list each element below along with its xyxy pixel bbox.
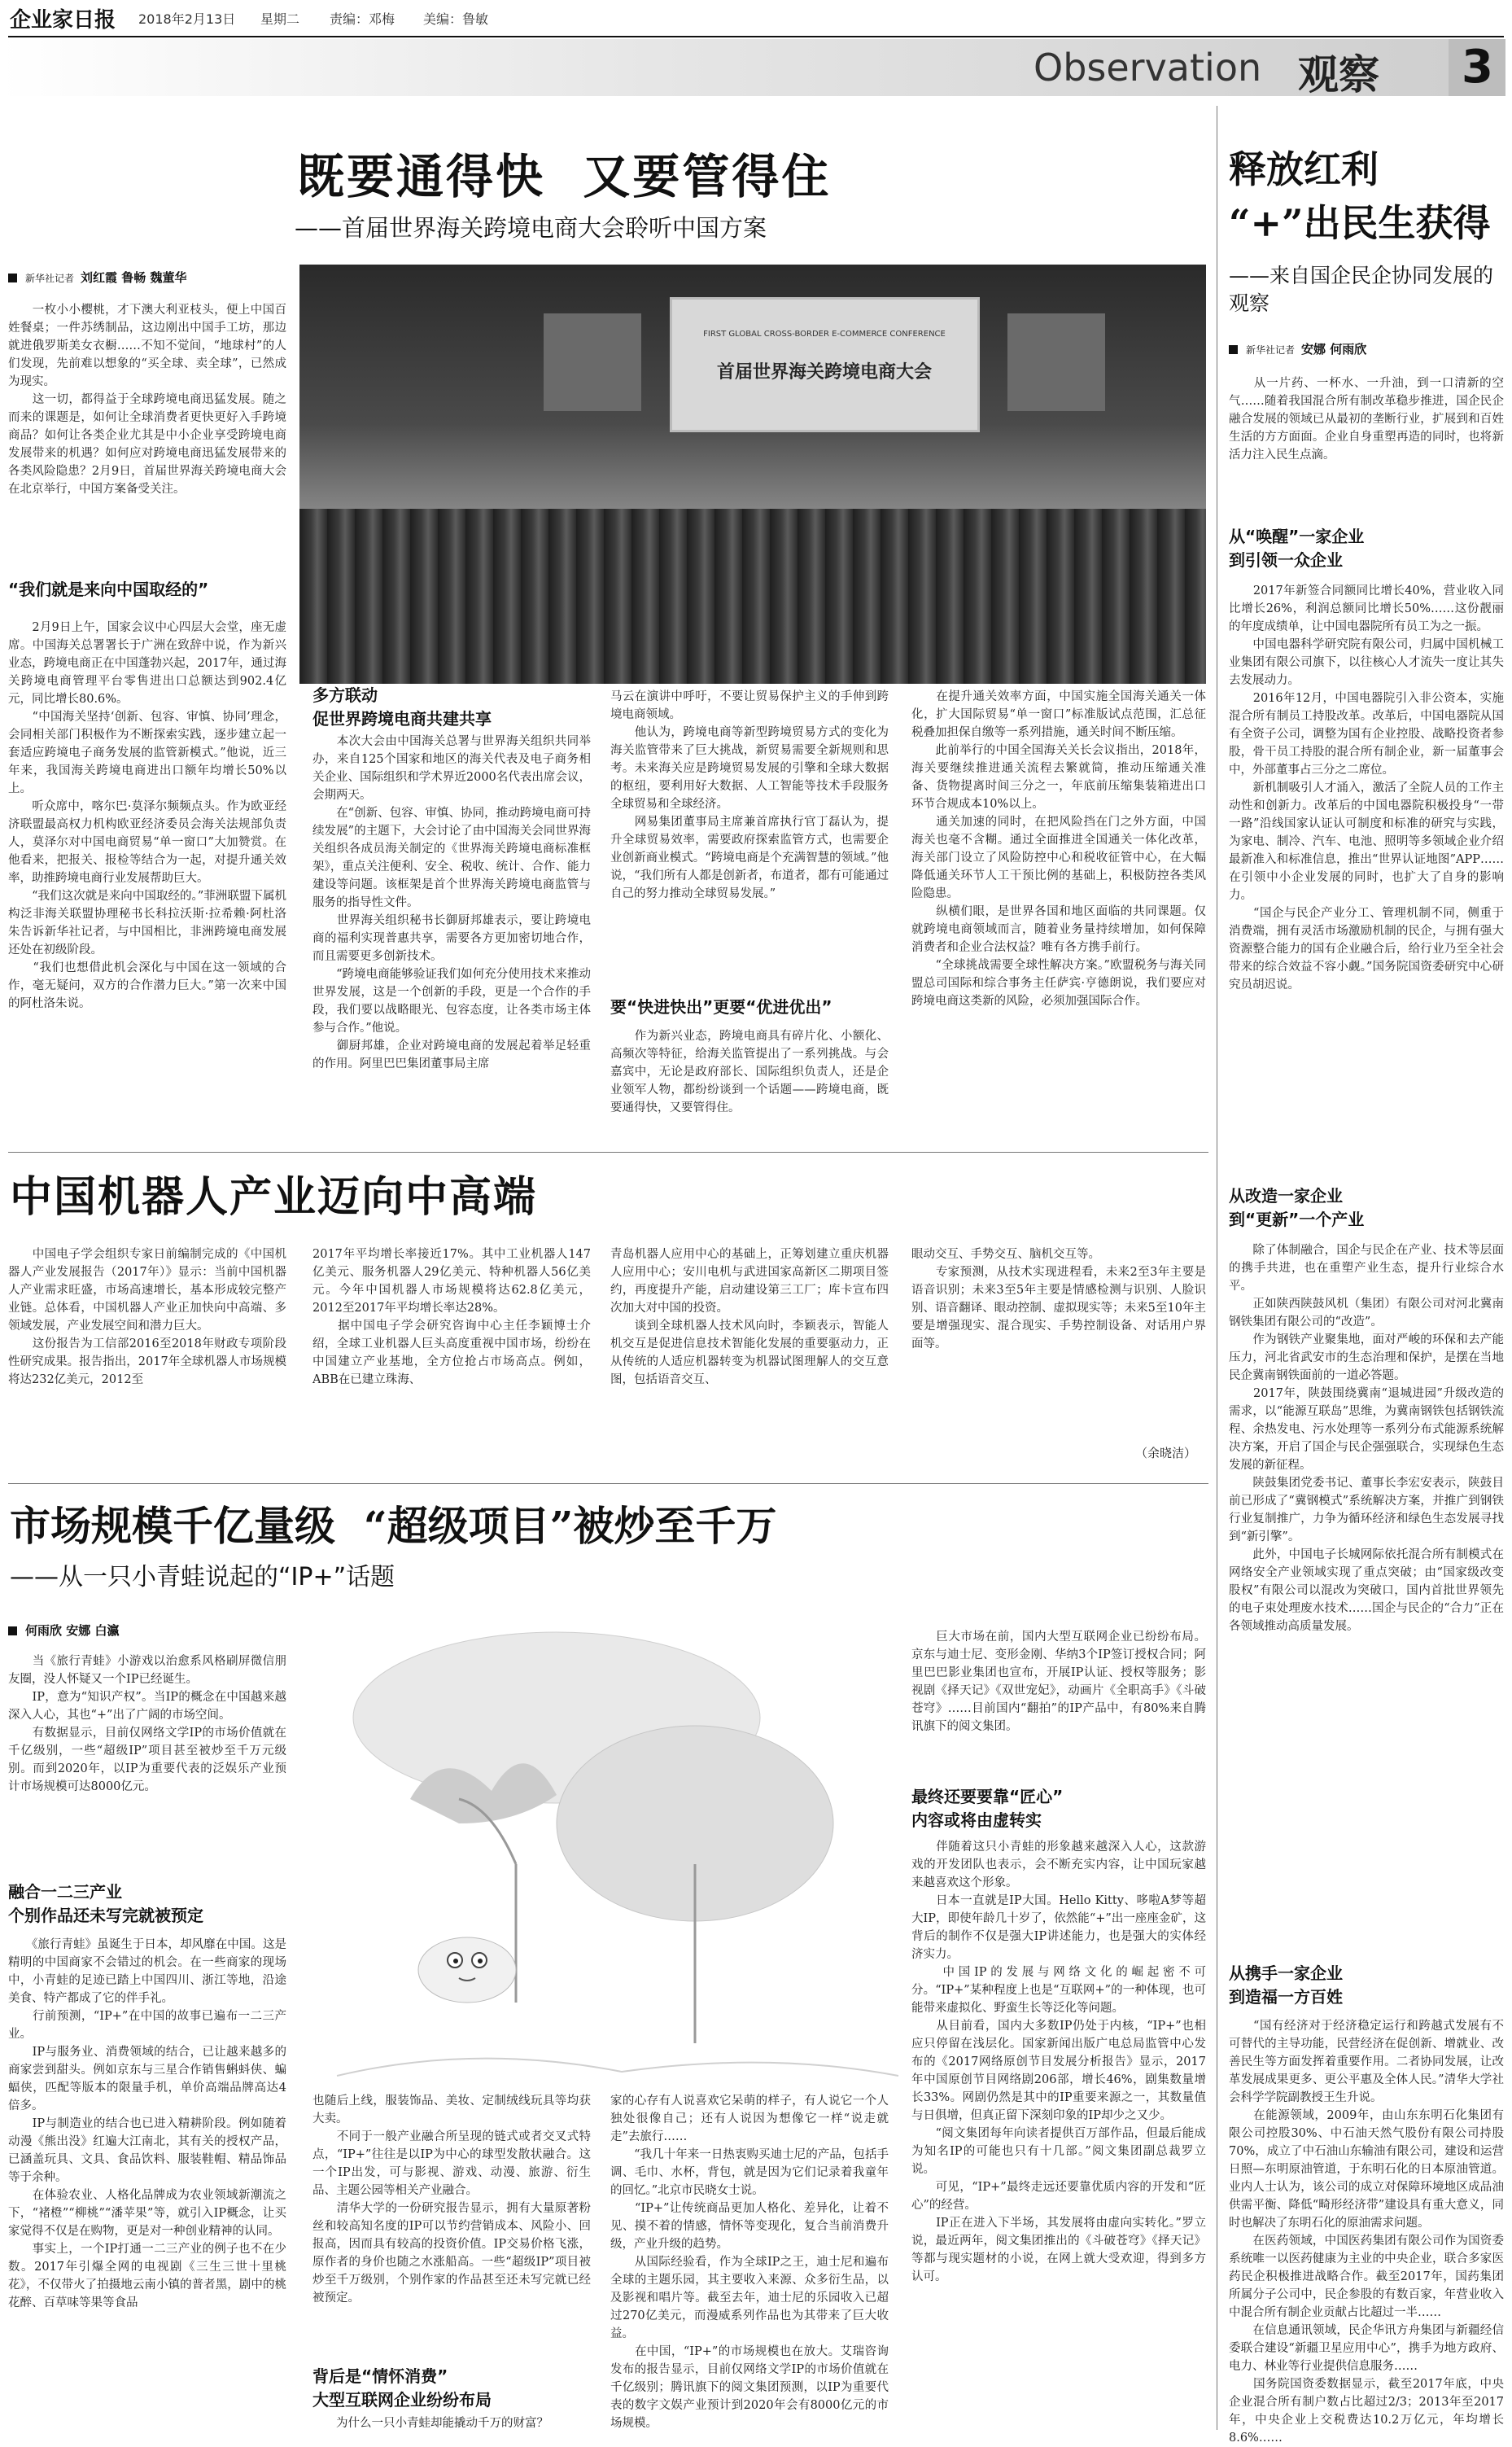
story3-subhead-1: 融合一二三产业 个别作品还未写完就被预定 — [8, 1882, 203, 1925]
story1-col1b: 2月9日上午，国家会议中心四层大会堂，座无虚席。中国海关总署署长于广洲在致辞中说，作为新兴业态，跨境电商正在中国蓬勃兴起，2017年，通过海关跨境电商管理平台零售进出口总额达到902.4亿元，同比增长80.6%。 “中国海关坚持‘创新、包容、审慎、协同’理念，会同相关部门积极作为不断探索实践，逐步建立起一套适应跨境电子商务发展的监管新模式。”他说，近三年来，我国海关跨境电商进出口额年均增长50%以上。 听众席中，喀尔巴·莫泽尔频频点头。作为欧亚经济联盟最高权力机构欧亚经济委员会海关法规部负责人，莫泽尔对中国电商贸易“单一窗口”大加赞赏。在他看来，把报关、报检等结合为一起，对提升通关效率，助推跨境电商行业发展帮助巨大。 “我们这次就是来向中国取经的。”菲洲联盟下属机构泛非海关联盟协理秘书长科拉沃斯·拉希赖·阿杜洛朱告诉新华社记者，与中国相比，非洲跨境电商发展还处在初级阶段。 “我们也想借此机会深化与中国在这一领域的合作，毫无疑问，双方的合作潜力巨大。”第一次来中国的阿杜洛朱说。 — [8, 621, 286, 1010]
designer-credit: 美编：鲁敏 — [423, 11, 489, 27]
story4-title-line1: 释放红利 — [1229, 147, 1379, 191]
byline-marker — [8, 1626, 17, 1635]
story3-subhead-2: 背后是“情怀消费” 大型互联网企业纷纷布局 — [312, 2366, 492, 2410]
photo-banner-en: FIRST GLOBAL CROSS-BORDER E-COMMERCE CONFERENCE — [703, 330, 946, 339]
story2-col3: 青岛机器人应用中心的基础上，正筹划建立重庆机器人应用中心；安川电机与武进国家高新区二期项目签约，再度提升产能，启动建设第三工厂；库卡宣布四次加大对中国的投资。 谈到全球机器人技术风向时，李颖表示，智能人机交互是促进信息技术智能化发展的重要驱动力，正从传统的人适应机器转变为机器试图理解人的交互意图，包括语音交互、 — [610, 1248, 889, 1386]
story1-col3b: 作为新兴业态，跨境电商具有碎片化、小额化、高频次等特征，给海关监管提出了一系列挑战。与会嘉宾中，无论是政府部长、国际组织负责人，还是企业领军人物，都纷纷谈到一个话题——跨境电商，既要通得快，又要管得住。 — [610, 1030, 889, 1114]
byline-marker — [1229, 345, 1238, 354]
story2-col4: 眼动交互、手势交互、脑机交互等。 专家预测，从技术实现进程看，未来2至3年主要是语音识别；未来3至5年主要是情感检测与识别、人脸识别、语音翻译、眼动控制、虚拟现实等；未来5至10年主要是增强现实、混合现实、手势控制设备、对话用户界面等。 — [911, 1248, 1206, 1350]
story3-col3a: 家的心存有人说喜欢它呆萌的样子，有人说它一个人独处很像自己；还有人说因为想像它一样“说走就走”去旅行…… “我几十年来一日热衷购买迪士尼的产品，包括手调、毛巾、水杯，背包，就是因为它们记录着我童年的回忆。”北京市民晓女士说。 “IP+”让传统商品更加人格化、差异化，让着不见、摸不着的情感，情怀等变现化，复合当前消费升级，产业升级的趋势。 从国际经验看，作为全球IP之王，迪士尼和遍布全球的主题乐园，其主要收入来源、众多衍生品，以及影视和唱片等。截至去年，迪士尼的乐园收入已超过270亿美元，而漫威系列作品也为其带来了巨大收益。 在中国，“IP+”的市场规模也在放大。艾瑞咨询发布的报告显示，目前仅网络文学IP的市场价值就在千亿级别；腾讯旗下的阅文集团预测，以IP为重要代表的数字文娱产业预计到2020年会有8000亿元的市场规模。 — [610, 2095, 889, 2430]
story3-col1b: 《旅行青蛙》虽诞生于日本，却风靡在中国。这是精明的中国商家不会错过的机会。在一些商家的现场中，小青蛙的足迹已踏上中国四川、浙江等地，沿途美食、特产都成了它的伴手礼。 行前预测，“IP+”在中国的故事已遍布一二三产业。 IP与服务业、消费领域的结合，已让越来越多的商家尝到甜头。例如京东与三星合作销售蝌蚪侠、蝙蝠侠，匹配等版本的限量手机，单价高端品牌高达4倍多。 IP与制造业的结合也已进入精耕阶段。例如随着动漫《熊出没》红遍大江南北，其有关的授权产品，已涵盖玩具、文具、食品饮料、服装鞋帽、精品饰品等于余种。 在体验农业、人格化品牌成为农业领域新潮流之下，“褚橙”“柳桃”“潘苹果”等，就引入IP概念，让买家觉得不仅是在购物，更是对一种创业精神的认同。 事实上，一个IP打通一二三产业的例子也不在少数。2017年引爆全网的电视剧《三生三世十里桃花》，不仅带火了拍摄地云南小镇的普者黑，剧中的桃花醉、百草味等果等食品 — [8, 1938, 286, 2309]
story1-lead: 一枚小小樱桃，才下澳大利亚枝头，便上中国百姓餐桌；一件苏绣制品，这边刚出中国手工坊，那边就进俄罗斯美女衣橱……不知不觉间，“地球村”的人们发现，先前难以想象的“买全球、卖全球”，已然成为现实。 这一切，都得益于全球跨境电商迅猛发展。随之而来的课题是，如何让全球消费者更快更好入手跨境商品？如何让各类企业尤其是中小企业享受跨境电商发展带来的机遇？如何应对跨境电商迅猛发展带来的各类风险隐患？2月9日，首届世界海关跨境电商大会在北京举行，中国方案备受关注。 — [8, 304, 286, 496]
story1-col2: 本次大会由中国海关总署与世界海关组织共同举办，来自125个国家和地区的海关代表及电子商务相关企业、国际组织和学术界近2000名代表出席会议，会期两天。 在“创新、包容、审慎、协同，推动跨境电商可持续发展”的主题下，大会讨论了由中国海关会同世界海关组织各成员海关制定的《世界海关跨境电商标准框架》，重点关注便利、安全、税收、统计、合作、能力建设等问题。该框架是首个世界海关跨境电商监管与服务的指导性文件。 世界海关组织秘书长御厨邦雄表示，要让跨境电商的福利实现普惠共享，需要各方更加密切地合作，而且需要更多创新技术。 “跨境电商能够验证我们如何充分使用技术来推动世界发展，这是一个创新的手段，更是一个合作的手段，我们要以战略眼光、包容态度，让各类市场主体参与合作。”他说。 御厨邦雄，企业对跨境电商的发展起着举足轻重的作用。阿里巴巴集团董事局主席 — [312, 735, 591, 1070]
story4-title-line2: “+”出民生获得 — [1229, 201, 1491, 245]
section-title-en: Observation — [1033, 46, 1262, 90]
byline-marker — [8, 274, 17, 282]
story4-col3: “国有经济对于经济稳定运行和跨越式发展有不可替代的主导功能，民营经济在促创新、增就业、改善民生等方面发挥着重要作用。二者协同发展，让改革发展成果更多、更公平惠及全体人民。”清华大学社会科学学院副教授王生升说。 在能源领域，2009年，由山东东明石化集团有限公司控股30%、中石油天然气股份有限公司持股70%，成立了中石油山东输油有限公司，建设和运营日照—东明原油管道，于东明石化的日本原油管道。业内人士认为，该公司的成立对保障环境地区成品油供需平衡、降低“畸形经济带”建设具有重大意义，同时也解决了东明石化的原油需求问题。 在医药领域，中国医药集团有限公司作为国资委系统唯一以医药健康为主业的中央企业，联合多家医药民企积极推进战略合作。截至2017年，国药集团所属分子公司中，民企参股的有数百家，年营业收入中混合所有制企业贡献占比超过一半…… 在信息通讯领域，民企华讯方舟集团与新疆经信委联合建设“新疆卫星应用中心”，携手为地方政府、电力、林业等行业提供信息服务…… 国务院国资委数据显示，截至2017年底，中央企业混合所有制户数占比超过2/3；2013年至2017年，中央企业上交税费达10.2万亿元，年均增长8.6%…… — [1229, 2020, 1504, 2445]
story3-title: 市场规模千亿量级 “超级项目”被炒至千万 — [10, 1502, 777, 1550]
story2-bottom-rule — [8, 1483, 1208, 1484]
story4-lead: 从一片药、一杯水、一升油，到一口清新的空气……随着我国混合所有制改革稳步推进，国企民企融合发展的领域已从最初的垄断行业，扩展到和百姓生活的方方面面。企业自身重塑再造的同时，也将新活力注入民生点滴。 — [1229, 377, 1504, 462]
story1-byline: 新华社记者 刘红霞 鲁畅 魏董华 — [8, 269, 186, 286]
story1-subtitle: ——首届世界海关跨境电商大会聆听中国方案 — [295, 214, 767, 242]
story3-subtitle: ——从一只小青蛙说起的“IP+”话题 — [10, 1563, 395, 1591]
story2-col2: 2017年平均增长率接近17%。其中工业机器人147亿美元、服务机器人29亿美元、特种机器人56亿美元。今年中国机器人市场规模将达62.8亿美元，2012至2017年平均增长率达28%。 据中国电子学会研究咨询中心主任李颖博士介绍，全球工业机器人巨头高度重视中国市场，纷纷在中国建立产业基地，全方位抢占市场高点。例如，ABB在已建立珠海、 — [312, 1248, 591, 1386]
story4-subhead-2: 从改造一家企业 到“更新”一个产业 — [1229, 1186, 1365, 1229]
story3-col2a: 也随后上线，服装饰品、美妆、定制绒线玩具等均获大卖。 不同于一般产业融合所呈现的链式或者交叉式特点，“IP+”往往是以IP为中心的球型发散状融合。这一个IP出发，可与影视、游戏、动漫、旅游、衍生品、主题公园等相关产业融合。 清华大学的一份研究报告显示，拥有大量原著粉丝和较高知名度的IP可以节约营销成本、风险小、回报高，因而具有较高的投资价值。IP交易价格飞涨，原作者的身价也随之水涨船高。一些“超级IP”项目被炒至千万级别，个别作家的作品甚至还未写完就已经被预定。 — [312, 2095, 591, 2305]
story1-col3a: 马云在演讲中呼吁，不要让贸易保护主义的手伸到跨境电商领域。 他认为，跨境电商等新型跨境贸易方式的变化为海关监管带来了巨大挑战，新贸易需要全新规则和思考。未来海关应是跨境贸易发展的引擎和全球大数据的枢纽，要利用好大数据、人工智能等技术手段服务全球贸易和全球经济。 网易集团董事局主席兼首席执行官丁磊认为，提升全球贸易效率，需要政府探索监管方式，也需要企业创新商业模式。“跨境电商是个充满智慧的领域。”他说，“我们所有人都是创新者，布道者，都有可能通过自己的努力推动全球贸易发展。” — [610, 690, 889, 900]
stage-side-panel-left — [544, 313, 641, 411]
story1-title: 既要通得快 又要管得住 — [297, 149, 832, 204]
masthead-rule — [8, 36, 1504, 37]
publish-weekday: 星期二 — [260, 11, 300, 27]
story2-col1: 中国电子学会组织专家日前编制完成的《中国机器人产业发展报告（2017年）》显示：当前中国机器人产业需求旺盛，市场高速增长，基本形成较完整产业链。总体看，中国机器人产业正加快向中高端、多领域发展，产业发展空间和潜力巨大。 这份报告为工信部2016至2018年财政专项阶段性研究成果。报告指出，2017年全球机器人市场规模将达232亿美元，2012至 — [8, 1248, 286, 1386]
publish-date: 2018年2月13日 — [138, 11, 236, 27]
story3-col1a: 当《旅行青蛙》小游戏以治愈系风格刷屏微信朋友圈，没人怀疑又一个IP已经诞生。 IP，意为“知识产权”。当IP的概念在中国越来越深入人心，其也“+”出了广阔的市场空间。 有数据显示，目前仅网络文学IP的市场价值就在千亿级别，一些“超级IP”项目甚至被炒至千万元级别。而到2020年，以IP为重要代表的泛娱乐产业预计市场规模可达8000亿元。 — [8, 1655, 286, 1793]
story3-col4a: 巨大市场在前，国内大型互联网企业已纷纷布局。京东与迪士尼、变形金刚、华纳3个IP签订授权合同；阿里巴巴影业集团也宣布，开展IP认证、授权等服务；影视剧《择天记》《双世宠妃》，动画片《全职高手》《斗破苍穹》……目前国内“翻拍”的IP产品中，有80%来自腾讯旗下的阅文集团。 — [911, 1631, 1206, 1733]
story2-title: 中国机器人产业迈向中高端 — [10, 1172, 538, 1222]
masthead — [0, 0, 1512, 36]
story3-col2c: 为什么一只小青蛙却能撬动千万的财富？ — [312, 2417, 548, 2430]
frog-illustration — [312, 1620, 916, 2088]
story1-col4: 在提升通关效率方面，中国实施全国海关通关一体化，扩大国际贸易“单一窗口”标准版试点范围，汇总征税叠加担保自缴等一系列措施，通关时间不断压缩。 此前举行的中国全国海关关长会议指出，2018年，海关要继续推进通关流程去繁就简，推动压缩通关准备、货物提离时间三分之一，年底前压缩集装箱进出口环节合规成本10%以上。 通关加速的同时，在把风险挡在门之外方面，中国海关也毫不含糊。通过全面推进全国通关一体化改革，海关部门设立了风险防控中心和税收征管中心，在大幅降低通关环节人工干预比例的基础上，积极防控各类风险隐患。 纵横们眼，是世界各国和地区面临的共同课题。仅就跨境电商领域而言，随着业务量持续增加，如何保障消费者和企业合法权益？唯有各方携手前行。 “全球挑战需要全球性解决方案。”欧盟税务与海关同盟总司国际和综合事务主任萨宾·亨德朗说，我们要应对跨境电商这类新的风险，必须加强国际合作。 — [911, 690, 1206, 1008]
editor-credit: 责编：邓梅 — [330, 11, 395, 27]
page-number: 3 — [1462, 41, 1493, 94]
story1-bottom-rule — [8, 1152, 1208, 1153]
story2-author: （余晓洁） — [1135, 1446, 1197, 1460]
story3-byline: 何雨欣 安娜 白瀛 — [8, 1622, 119, 1639]
conference-photo — [299, 265, 1206, 684]
story4-subtitle: ——来自国企民企协同发展的观察 — [1229, 264, 1494, 315]
audience — [299, 509, 1206, 684]
story4-subhead-1: 从“唤醒”一家企业 到引领一众企业 — [1229, 527, 1365, 570]
story1-subhead-3: 要“快进快出”更要“优进优出” — [610, 997, 832, 1017]
lotus-frog-art — [312, 1620, 916, 2088]
story3-subhead-3: 最终还要要靠“匠心” 内容或将由虚转实 — [911, 1787, 1064, 1830]
stage-side-panel-right — [1007, 313, 1105, 411]
story3-col4b: 伴随着这只小青蛙的形象越来越深入人心，这款游戏的开发团队也表示，会不断充实内容，让中国玩家越来越喜欢这个形象。 日本一直就是IP大国。Hello Kitty、哆啦A梦等超大IP，即使年龄几十岁了，依然能“+”出一座座金矿，这背后的制作不仅是强大IP讲述能力，也是强大的实体经济实力。 中国IP的发展与网络文化的崛起密不可分。“IP+”某种程度上也是“互联网+”的一种体现，也可能带来虚拟化、野蛮生长等泛化等问题。 从目前看，国内大多数IP仍处于内核，“IP+”也相应只停留在浅层化。国家新闻出版广电总局监管中心发布的《2017网络原创节目发展分析报告》显示，2017年中国原创节目网络剧206部，增长46%，剧集数量增长33%。网剧仍然是其中的IP重要来源之一，其数量值与日俱增，但真正留下深刻印象的IP却少之又少。 “阅文集团每年向读者提供百万部作品，但最后能成为知名IP的可能也只有十几部。”阅文集团副总裁罗立说。 可见，“IP+”最终走远还要靠优质内容的开发和“匠心”的经营。 IP正在进入下半场，其发展将由虚向实转化。”罗立说，最近两年，阅文集团推出的《斗破苍穹》《择天记》等都与现实题材的小说，在网上就大受欢迎，得到多方认可。 — [911, 1841, 1206, 2283]
paper-name: 企业家日报 — [10, 8, 116, 33]
photo-banner-cn: 首届世界海关跨境电商大会 — [716, 362, 932, 383]
story4-col1: 2017年新签合同额同比增长40%，营业收入同比增长26%，利润总额同比增长50%……这份靓丽的年度成绩单，让中国电器院所有员工为之一振。 中国电器科学研究院有限公司，归属中国机械工业集团有限公司旗下，以往核心人才流失一度让其失去发展动力。 2016年12月，中国电器院引入非公资本，实施混合所有制员工持股改革。改革后，中国电器院从国有全资子公司，调整为国有企业控股、战略投资者参股，骨干员工持股的混合所有制企业，新一届董事会中，外部董事占三分之二席位。 新机制吸引人才涌入，激活了全院人员的工作主动性和创新力。改革后的中国电器院积极投身“一带一路”沿线国家认证认可制度和标准的研究与实践，为家电、制冷、汽车、电池、照明等多领域企业介绍最新准入和标准信息，推出“世界认证地图”APP……在引领中小企业发展的同时，也扩大了自身的影响力。 “国企与民企产业分工、管理机制不同，侧重于消费端，拥有灵活市场激励机制的民企，与拥有强大资源整合能力的国有企业融合后，给行业乃至全社会带来的综合效益不容小觑。”国务院国资委研究中心研究员胡迟说。 — [1229, 584, 1504, 991]
story4-col2: 除了体制融合，国企与民企在产业、技术等层面的携手共进，也在重塑产业生态，提升行业综合水平。 正如陕西陕鼓风机（集团）有限公司对河北冀南钢铁集团有限公司的“改造”。 作为钢铁产业聚集地，面对严峻的环保和去产能压力，河北省武安市的生态治理和保护，是摆在当地民企冀南钢铁面前的一道必答题。 2017年，陕鼓围绕冀南“退城进园”升级改造的需求，以“能源互联岛”思维，为冀南钢铁包括钢铁流程、余热发电、污水处理等一系列分布式能源系统解决方案，开启了国企与民企强强联合，实现绿色生态发展的新征程。 陕鼓集团党委书记、董事长李宏安表示，陕鼓目前已形成了“冀钢模式”系统解决方案，并推广到钢铁行业复制推广，力争为循环经济和绿色生态发展寻找到“新引擎”。 此外，中国电子长城网际依托混合所有制模式在网络安全产业领域实现了重点突破；由“国家级改变股权”有限公司以混改为突破口，国内首批世界领先的电子束处理废水技术……国企与民企的“合力”正在各领域推动高质量发展。 — [1229, 1244, 1504, 1633]
story1-subhead-1: “我们就是来向中国取经的” — [8, 580, 209, 599]
story1-subhead-2: 多方联动 促世界跨境电商共建共享 — [312, 685, 492, 729]
section-title-cn: 观察 — [1298, 51, 1379, 98]
story4-byline: 新华社记者 安娜 何雨欣 — [1229, 340, 1366, 357]
story4-subhead-3: 从携手一家企业 到造福一方百姓 — [1229, 1963, 1343, 2007]
